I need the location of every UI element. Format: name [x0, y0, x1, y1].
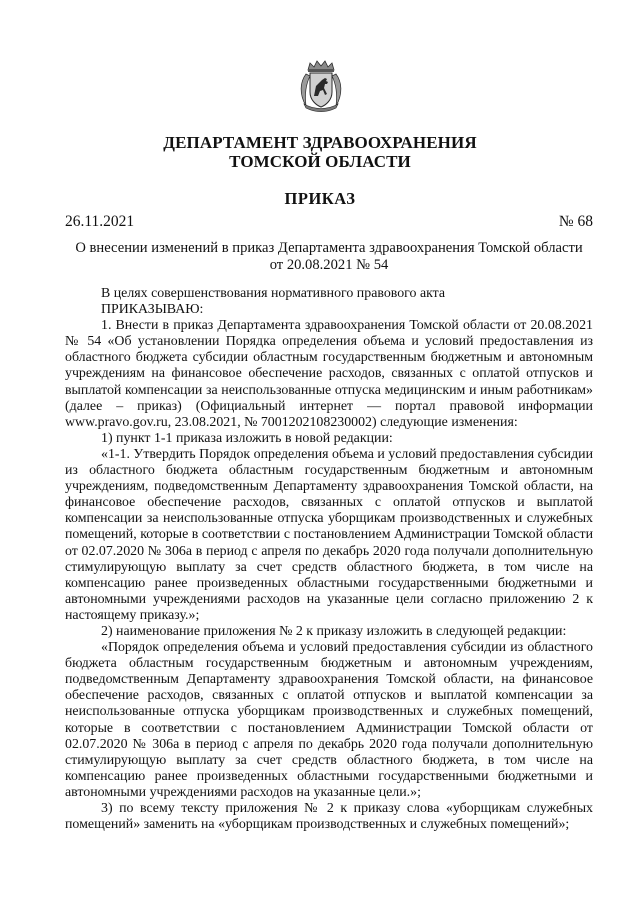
preamble-paragraph: В целях совершенствования нормативного правового акта — [101, 286, 446, 301]
document-type-title: ПРИКАЗ — [284, 189, 356, 208]
order-body — [65, 286, 593, 833]
order-number: № 68 — [558, 213, 593, 230]
paragraph-appendix-title: «Порядок определения объема и условий предоставления субсидии из областного бюджета областным государственным бюджетным и автономным учреждениям, подведомственным Департаменту здравоохранения Томской области, на финансовое обеспечение расходов, связанных с оплатой отпусков и выплатой компенсации за неиспользованные отпуска уборщикам производственных и служебных помещений, которые в соответствии с постановлением Администрации Томской области от 02.07.2020 № 306а в период с апреля по декабрь 2020 года получали дополнительную стимулирующую выплату за счет средств областного бюджета, в том числе на компенсацию ранее произведенных областными государственными бюджетными и автономными учреждениями расходов на указанные цели.»; — [65, 640, 593, 800]
order-subject — [65, 240, 593, 274]
paragraph-item-1: 1. Внести в приказ Департамента здравоохранения Томской области от 20.08.2021 № 54 «Об установлении Порядка определения объема и условий предоставления из областного бюджета субсидии областным государственным бюджетным и автономным учреждениям на финансовое обеспечение расходов, связанных с оплатой отпусков и выплатой компенсации за неиспользованные отпуска медицинским и иным работникам» (далее – приказ) (Официальный интернет — портал правовой информации www.pravo.gov.ru, 23.08.2021, № 7001202108230002) следующие изменения: — [65, 318, 593, 430]
paragraph-clause-1-1: «1-1. Утвердить Порядок определения объема и условий предоставления субсидии из областного бюджета областным государственным бюджетным и автономным учреждениям, подведомственным Департаменту здравоохранения Томской области, на финансовое обеспечение расходов, связанных с оплатой отпусков и выплатой компенсации за неиспользованные отпуска уборщикам производственных и служебных помещений, которые в соответствии с постановлением Администрации Томской области от 02.07.2020 № 306а в период с апреля по декабрь 2020 года получали дополнительную стимулирующую выплату за счет средств областного бюджета, в том числе на компенсацию ранее произведенных областными государственными бюджетными и автономными учреждениями расходов на указанные цели согласно приложению 2 к настоящему приказу.»; — [65, 446, 593, 623]
order-date: 26.11.2021 — [65, 213, 135, 230]
paragraph-subitem-3: 3) по всему тексту приложения № 2 к приказу слова «уборщикам служебных помещений» заменить на «уборщикам производственных и служебных помещений»; — [65, 801, 593, 833]
order-subject-line2: от 20.08.2021 № 54 — [269, 257, 389, 273]
order-subject-line1: О внесении изменений в приказ Департамента здравоохранения Томской области — [75, 240, 583, 256]
department-name-line2: ТОМСКОЙ ОБЛАСТИ — [229, 152, 411, 171]
order-directive: ПРИКАЗЫВАЮ: — [101, 302, 204, 318]
paragraph-subitem-2: 2) наименование приложения № 2 к приказу изложить в следующей редакции: — [101, 623, 567, 639]
department-name-line1: ДЕПАРТАМЕНТ ЗДРАВООХРАНЕНИЯ — [163, 133, 477, 152]
tomsk-region-coat-of-arms-icon — [296, 58, 346, 116]
paragraph-subitem-1: 1) пункт 1-1 приказа изложить в новой редакции: — [101, 430, 393, 446]
